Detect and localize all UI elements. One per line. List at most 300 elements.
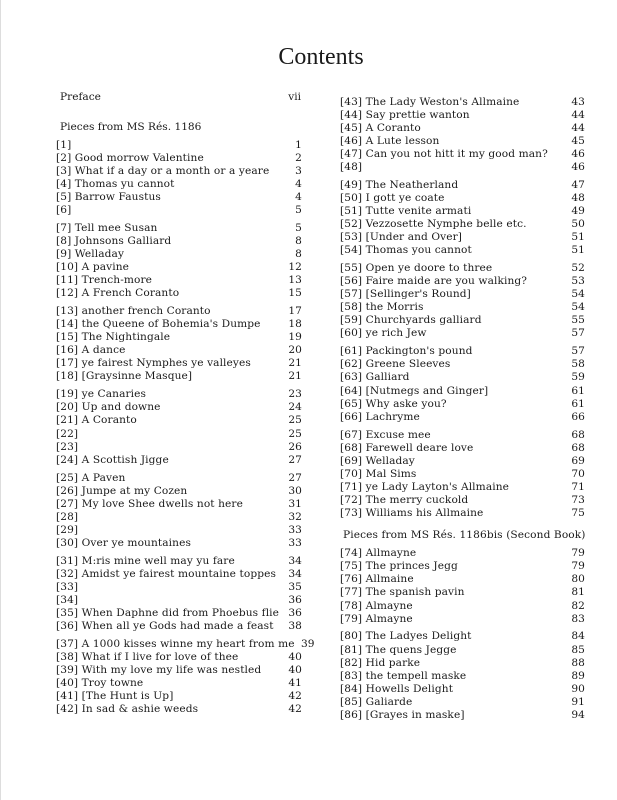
entry-name: Up and downe [81,401,161,414]
toc-entry [340,288,585,301]
entry-title [340,683,453,696]
entry-page: 33 [288,523,302,536]
entry-number: [77] [340,586,363,599]
entry-number: [23] [56,440,79,453]
entry-number: [13] [56,305,79,317]
entry-number: [67] [340,428,363,441]
entry-number: [16] [56,344,79,357]
entry-number: [56] [340,275,363,288]
entry-number: [33] [56,580,79,593]
toc-right-column [340,96,585,727]
entry-number: [34] [56,594,79,607]
entry-title [56,287,179,300]
entry-number: [3] [56,164,72,177]
entry-name: Packington's pound [365,345,473,358]
entry-number: [36] [56,620,79,633]
entry-title [340,288,471,301]
entry-name: Excuse mee [365,428,431,441]
entry-page: 68 [571,441,585,454]
entry-name: The princes Jegg [365,560,458,573]
entry-number: [75] [340,560,363,573]
entry-title [56,428,78,441]
entry-number: [55] [340,262,363,274]
entry-page: 5 [295,221,302,234]
entry-number: [14] [56,318,79,331]
entry-title [340,613,413,626]
entry-title [340,547,416,560]
entry-title [56,498,243,511]
entry-page: 51 [571,244,585,257]
entry-number: [65] [340,397,363,410]
toc-entry [56,511,302,524]
entry-name: Hid parke [365,656,421,669]
entry-number: [70] [340,467,363,480]
entry-number: [38] [56,651,79,664]
entry-page: 21 [288,370,302,383]
entry-title [340,429,431,442]
toc-entry [56,204,302,217]
entry-name: Faire maide are you walking? [365,275,528,288]
entry-title [56,555,235,568]
entry-number: [59] [340,314,363,327]
toc-entry [56,165,302,178]
entry-page: 49 [571,204,585,217]
entry-page: 4 [295,177,302,190]
toc-entry [340,494,585,507]
entry-name: Barrow Faustus [74,190,161,203]
entry-title [56,472,125,485]
entry-number: [52] [340,218,363,231]
toc-entry [340,547,585,560]
toc-entry [340,371,585,384]
entry-number: [19] [56,388,79,401]
entry-title [56,568,276,581]
entry-number: [85] [340,695,363,708]
toc-entry [340,455,585,468]
entry-number: [28] [56,510,79,523]
toc-entry [340,218,585,231]
entry-name: A Coranto [81,414,137,427]
entry-name: Allmayne [365,547,417,560]
entry-title [56,690,173,703]
entry-title [56,414,137,427]
entry-title [56,274,152,287]
entry-name: Tutte venite armati [365,204,472,217]
entry-name: When all ye Gods had made a feast [81,620,274,633]
entry-page: 57 [571,327,585,340]
toc-entry [340,148,585,161]
toc-entry [340,586,585,599]
entry-number: [15] [56,331,79,344]
entry-page: 81 [571,586,585,599]
entry-title [340,468,416,481]
toc-entry [340,442,585,455]
entry-title [340,442,473,455]
entry-title [340,218,527,231]
toc-group [56,139,302,218]
entry-number: [10] [56,261,79,274]
entry-page: 25 [288,414,302,427]
toc-entry [340,327,585,340]
toc-entry [56,441,302,454]
toc-entry [56,568,302,581]
entry-title [340,455,415,468]
entry-title [56,638,295,651]
entry-name: Galliard [365,371,410,384]
entry-page: 89 [571,669,585,682]
entry-title [56,620,274,633]
entry-number: [57] [340,288,363,301]
section-heading-1186: Pieces from MS Rés. 1186 [60,121,202,133]
entry-name: The Nightingale [81,331,171,344]
entry-title [340,135,439,148]
entry-page: 34 [288,567,302,580]
entry-number: [17] [56,357,79,370]
toc-entry [340,262,585,275]
entry-number: [39] [56,664,79,677]
toc-entry [56,620,302,633]
entry-name: the tempell maske [365,669,467,682]
entry-title [340,411,420,424]
toc-entry [340,613,585,626]
entry-page: 26 [288,440,302,453]
toc-group [340,179,585,258]
toc-entry [340,481,585,494]
toc-entry [56,388,302,401]
entry-number: [50] [340,191,363,204]
toc-group [340,630,585,722]
entry-name: another french Coranto [81,305,211,317]
entry-page: 36 [288,607,302,620]
entry-page: 73 [571,493,585,506]
toc-entry [340,275,585,288]
entry-title [56,370,192,383]
entry-page: 42 [288,703,302,716]
entry-title [340,358,450,371]
entry-name: Welladay [365,454,415,467]
entry-title [340,122,421,135]
entry-page: 18 [288,318,302,331]
entry-page: 19 [288,331,302,344]
entry-name: ye Lady Layton's Allmaine [365,480,510,493]
entry-title [56,401,161,414]
entry-page: 85 [571,643,585,656]
entry-name: A Scottish Jigge [81,453,169,466]
toc-entry [56,287,302,300]
entry-page: 47 [571,178,585,191]
entry-title [56,388,146,401]
entry-number: [7] [56,221,72,234]
entry-name: Jumpe at my Cozen [81,484,188,497]
entry-page: 25 [288,427,302,440]
entry-number: [71] [340,480,363,493]
entry-name: Howells Delight [365,682,454,695]
entry-name: [Sellinger's Round] [365,288,471,301]
entry-page: 59 [571,371,585,384]
entry-name: Thomas you cannot [365,244,472,257]
toc-entry [56,274,302,287]
entry-number: [45] [340,121,363,134]
entry-name: Thomas yu cannot [74,177,175,190]
entry-page: 4 [295,190,302,203]
entry-name: The spanish pavin [365,586,465,599]
entry-number: [18] [56,370,79,383]
toc-entry [56,318,302,331]
entry-page: 5 [295,203,302,216]
entry-page: 44 [571,108,585,121]
entry-page: 80 [571,573,585,586]
entry-page: 46 [571,160,585,173]
entry-title [340,205,471,218]
entry-title [340,398,447,411]
entry-name: Can you not hitt it my good man? [365,147,548,160]
entry-title [56,537,191,550]
entry-number: [61] [340,345,363,358]
entry-number: [22] [56,427,79,440]
entry-name: The Ladyes Delight [365,630,472,643]
entry-page: 42 [288,690,302,703]
entry-title [340,244,472,257]
toc-entry [56,677,302,690]
entry-number: [69] [340,454,363,467]
entry-title [56,344,125,357]
entry-name: Welladay [74,247,125,260]
entry-page: vii [288,91,301,103]
entry-title [340,192,445,205]
entry-name: Greene Sleeves [365,358,451,371]
toc-group [56,472,302,551]
toc-entry [340,411,585,424]
entry-title [340,96,519,109]
toc-entry [340,161,585,174]
entry-name: Amidst ye fairest mountaine toppes [81,567,276,580]
entry-title [56,703,198,716]
entry-title [56,331,170,344]
toc-entry [56,690,302,703]
entry-page: 54 [571,288,585,301]
toc-entry [56,524,302,537]
toc-entry [56,222,302,235]
entry-page: 27 [288,453,302,466]
entry-page: 71 [571,480,585,493]
entry-page: 8 [295,247,302,260]
entry-number: [44] [340,108,363,121]
entry-name: What if a day or a month or a yeare [74,164,270,177]
entry-title [340,709,465,722]
toc-entry [56,178,302,191]
entry-title [56,511,78,524]
toc-entry [56,331,302,344]
entry-name: Allmaine [365,573,414,586]
entry-page: 39 [300,638,315,650]
entry-number: [29] [56,523,79,536]
entry-number: [72] [340,493,363,506]
toc-group [56,305,302,384]
entry-name: Tell mee Susan [74,221,158,234]
toc-group [340,429,585,521]
toc-entry [56,581,302,594]
entry-name: My love Shee dwells not here [81,497,243,510]
entry-name: Johnsons Galliard [74,234,172,247]
entry-name: Open ye doore to three [365,262,493,274]
entry-number: [73] [340,507,363,520]
entry-name: The quens Jegge [365,643,457,656]
toc-left-column [56,138,315,722]
entry-number: [58] [340,301,363,314]
toc-entry [340,314,585,327]
entry-page: 15 [288,287,302,300]
toc-group [340,96,585,175]
toc-entry [340,696,585,709]
toc-entry [340,358,585,371]
entry-title [340,179,458,192]
toc-entry [340,192,585,205]
entry-page: 88 [571,656,585,669]
entry-number: [80] [340,630,363,643]
entry-title [56,677,143,690]
toc-entry [56,139,302,152]
entry-title [340,148,548,161]
entry-page: 79 [571,547,585,560]
entry-name: A French Coranto [81,287,180,300]
entry-number: [81] [340,643,363,656]
entry-title [340,494,468,507]
entry-name: Almayne [365,612,413,625]
entry-number: [4] [56,177,72,190]
entry-page: 61 [571,384,585,397]
entry-name: ye Canaries [81,388,147,401]
entry-page: 30 [288,484,302,497]
entry-title [340,371,410,384]
toc-entry [340,385,585,398]
entry-name: The Lady Weston's Allmaine [365,95,520,108]
entry-name: Trench-more [81,274,153,287]
entry-page: 40 [288,651,302,664]
toc-entry [56,703,302,716]
entry-page: 46 [571,147,585,160]
entry-title [56,664,261,677]
toc-group [56,638,315,717]
entry-page: 23 [288,388,302,401]
entry-number: [83] [340,669,363,682]
entry-name: Mal Sims [365,467,417,480]
entry-title [340,345,473,358]
toc-entry [56,454,302,467]
toc-entry [56,344,302,357]
entry-number: [26] [56,484,79,497]
entry-title [56,191,161,204]
entry-number: [1] [56,138,72,151]
toc-entry [340,507,585,520]
entry-page: 36 [288,594,302,607]
entry-title [340,109,470,122]
toc-entry-preface [60,91,301,103]
entry-page: 13 [288,274,302,287]
entry-name: the Morris [365,301,424,314]
entry-number: [53] [340,231,363,244]
toc-entry [340,301,585,314]
entry-name: M:ris mine well may yu fare [81,554,235,567]
toc-entry [56,414,302,427]
entry-page: 41 [288,677,302,690]
entry-number: [63] [340,371,363,384]
toc-entry [340,135,585,148]
entry-number: [40] [56,677,79,690]
entry-number: [5] [56,190,72,203]
entry-title [56,261,129,274]
entry-number: [11] [56,274,79,287]
entry-number: [9] [56,247,72,260]
entry-title [340,670,466,683]
entry-title [56,204,71,217]
entry-title [56,222,157,235]
entry-name: [Under and Over] [365,231,463,244]
toc-entry [340,600,585,613]
entry-title [340,644,457,657]
toc-group [56,388,302,467]
toc-entry [56,261,302,274]
entry-title [56,651,238,664]
entry-name: I gott ye coate [365,191,445,204]
entry-number: [6] [56,203,72,216]
toc-entry [56,357,302,370]
toc-entry [340,429,585,442]
entry-page: 90 [571,682,585,695]
entry-number: [54] [340,244,363,257]
entry-number: [46] [340,134,363,147]
entry-name: When Daphne did from Phoebus flie [81,607,280,620]
entry-number: [82] [340,656,363,669]
toc-entry [340,398,585,411]
entry-page: 52 [571,262,585,274]
entry-number: [86] [340,708,363,721]
entry-name: The merry cuckold [365,493,469,506]
entry-title [340,573,414,586]
entry-title [56,594,78,607]
entry-number: [68] [340,441,363,454]
toc-entry [340,644,585,657]
entry-name: A dance [81,344,126,357]
entry-number: [25] [56,471,79,484]
entry-title [56,178,175,191]
entry-name: A Lute lesson [365,134,440,147]
entry-title [340,696,412,709]
toc-entry [340,244,585,257]
entry-page: 44 [571,121,585,134]
toc-entry [340,345,585,358]
entry-page: 8 [295,234,302,247]
entry-page: 34 [288,554,302,567]
entry-title [340,385,488,398]
entry-title [340,560,458,573]
entry-name: [Nutmegs and Ginger] [365,384,489,397]
entry-page: 57 [571,345,585,358]
entry-number: [31] [56,554,79,567]
toc-entry [56,305,302,318]
entry-title [340,630,472,643]
entry-name: Lachryme [365,410,420,423]
toc-entry [340,122,585,135]
entry-title [340,657,420,670]
entry-page: 35 [288,580,302,593]
entry-title [56,441,78,454]
toc-entry [56,638,315,651]
entry-name: Vezzosette Nymphe belle etc. [365,218,527,231]
toc-entry [56,537,302,550]
entry-number: [62] [340,358,363,371]
entry-title: Preface [60,91,101,103]
entry-name: the Queene of Bohemia's Dumpe [81,318,261,331]
